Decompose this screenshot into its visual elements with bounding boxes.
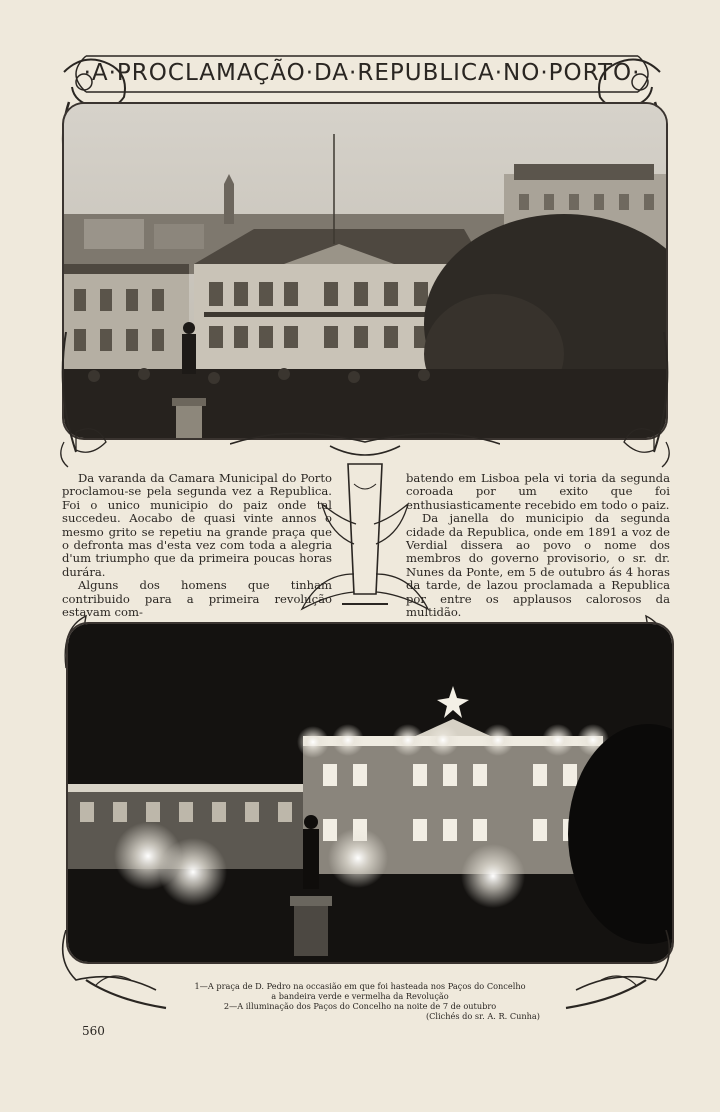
right-leaf-ornament-icon	[614, 332, 674, 472]
text-column-right	[406, 472, 670, 619]
right-bottom-ornament-icon	[556, 930, 676, 1014]
caption-line-3: 2—A illuminação dos Paços do Concelho na noite de 7 de outubro	[223, 1001, 497, 1011]
caption-line-1: 1—A praça de D. Pedro na occasião em que foi hasteada nos Paços do Concelho	[194, 981, 526, 991]
photo-illuminacao-image	[68, 624, 672, 962]
paragraph: Alguns dos homens que tinham contribuido para a primeira revolução estavam com-	[62, 578, 332, 620]
paragraph: Da janella do municipio da segunda cidade da Republica, onde em 1891 a voz de Verdial dissera ao povo o nome dos membros do governo provisorio, o sr. dr. Nunes da Ponte, em 5 de outubro ás 4 horas da tarde, de lazou proclamada a Republica por entre os applausos calorosos da multidão.	[406, 511, 670, 620]
photo-illuminacao-pacos-concelho	[66, 622, 674, 964]
caption-line-2: a bandeira verde e vermelha da Revolução	[271, 991, 449, 1001]
photo-praca-d-pedro	[62, 102, 668, 440]
text-column-left	[62, 472, 332, 619]
paragraph: batendo em Lisboa pela vi toria da segunda coroada por um exito que foi enthusiasticamente recebido em todo o paiz.	[406, 471, 670, 512]
paragraph: Da varanda da Camara Municipal do Porto proclamou-se pela segunda vez a Republica. Foi o unico municipio do paiz onde tal succedeu. Aocabo de quasi vinte annos o mesmo grito se repetiu na grande praça que o defronta mas d'esta vez com toda a alegria d'um triumpho que da primeira poucas horas durára.	[62, 471, 332, 579]
photo-praca-d-pedro-image	[64, 104, 666, 438]
page-title: ·A·PROCLAMAÇÃO·DA·REPUBLICA·NO·PORTO·	[83, 60, 641, 86]
title-banner	[56, 52, 668, 96]
left-leaf-ornament-icon	[56, 332, 116, 472]
photo-caption	[150, 981, 570, 1021]
page-number: 560	[82, 1024, 105, 1038]
photo-credit: (Clichés do sr. A. R. Cunha)	[425, 1011, 540, 1021]
